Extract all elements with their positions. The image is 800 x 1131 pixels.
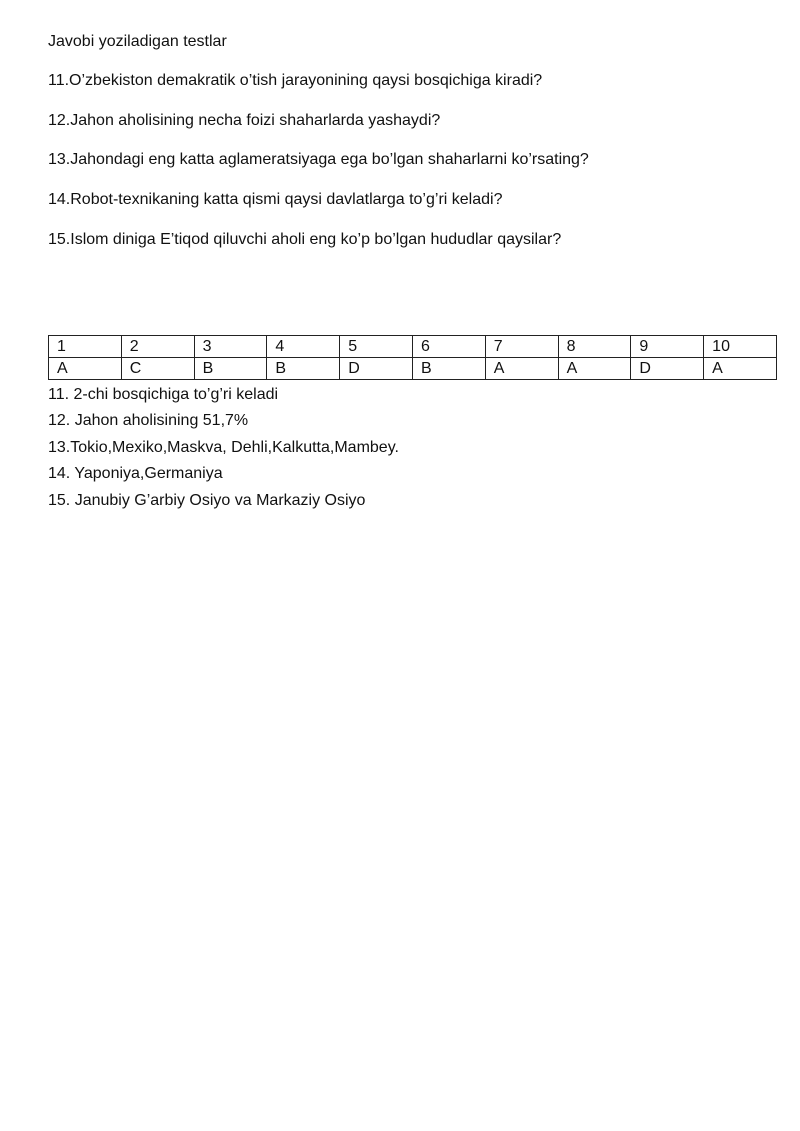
table-cell: A (485, 358, 558, 380)
table-cell: 3 (194, 336, 267, 358)
table-cell: 4 (267, 336, 340, 358)
answer-11: 11. 2-chi bosqichiga to’g’ri keladi (48, 386, 279, 403)
table-cell: C (121, 358, 194, 380)
answer-15: 15. Janubiy G’arbiy Osiyo va Markaziy Osiyo (48, 492, 366, 509)
table-cell: A (704, 358, 777, 380)
answer-13: 13.Tokio,Mexiko,Maskva, Dehli,Kalkutta,Mambey. (48, 439, 399, 456)
answer-12: 12. Jahon aholisining 51,7% (48, 412, 249, 429)
table-cell: B (267, 358, 340, 380)
question-14: 14.Robot-texnikaning katta qismi qaysi davlatlarga to’g’ri keladi? (48, 191, 503, 208)
table-cell: 9 (631, 336, 704, 358)
table-cell: 10 (704, 336, 777, 358)
table-cell: D (340, 358, 413, 380)
table-cell: 5 (340, 336, 413, 358)
question-11: 11.O’zbekiston demakratik o’tish jarayonining qaysi bosqichiga kiradi? (48, 72, 543, 89)
table-cell: D (631, 358, 704, 380)
table-cell: 8 (558, 336, 631, 358)
table-cell: A (49, 358, 122, 380)
question-13: 13.Jahondagi eng katta aglameratsiyaga ega bo’lgan shaharlarni ko’rsating? (48, 151, 589, 168)
table-cell: B (194, 358, 267, 380)
answer-letter-row (49, 358, 777, 380)
table-cell: 2 (121, 336, 194, 358)
question-number-row (49, 336, 777, 358)
table-cell: A (558, 358, 631, 380)
answer-key-table (48, 335, 777, 380)
answer-14: 14. Yaponiya,Germaniya (48, 465, 223, 482)
document-heading: Javobi yoziladigan testlar (48, 33, 227, 50)
question-15: 15.Islom diniga E’tiqod qiluvchi aholi eng ko’p bo’lgan hududlar qaysilar? (48, 231, 562, 248)
table-cell: 1 (49, 336, 122, 358)
question-12: 12.Jahon aholisining necha foizi shaharlarda yashaydi? (48, 112, 441, 129)
table-cell: 6 (412, 336, 485, 358)
table-cell: 7 (485, 336, 558, 358)
table-cell: B (412, 358, 485, 380)
